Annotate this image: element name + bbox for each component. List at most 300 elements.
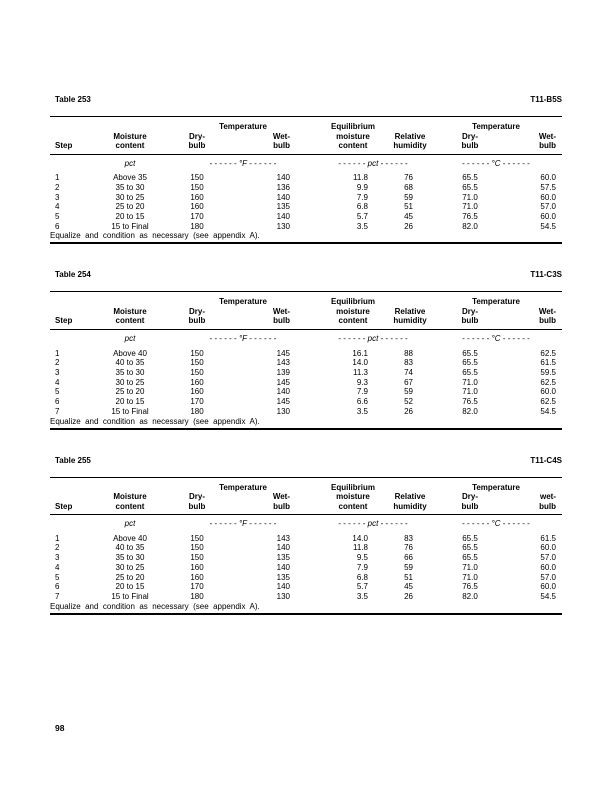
units-empty xyxy=(50,515,90,534)
cell-step: 6 xyxy=(55,582,60,592)
cell-wet-bulb-c: 62.5 xyxy=(540,377,556,387)
dashes: - - - - - - xyxy=(209,333,237,343)
unit-celsius: °C xyxy=(491,158,501,168)
header-line: Wet- xyxy=(538,306,556,316)
cell-equilibrium-moisture-content: 3.5 xyxy=(356,221,368,231)
cell-wet-bulb-c: 60.0 xyxy=(540,192,556,202)
cell-equilibrium-moisture-content: 11.8 xyxy=(353,543,368,553)
equalize-note: Equalize and condition as necessary (see appendix A). xyxy=(50,231,562,243)
cell-wet-bulb-c: 54.5 xyxy=(540,406,556,416)
table-row xyxy=(50,407,562,417)
header-line: content xyxy=(338,316,368,326)
header-line: bulb xyxy=(188,316,206,326)
col-header-relative-humidity xyxy=(390,117,430,155)
table-row xyxy=(50,543,562,553)
header-line: humidity xyxy=(393,141,427,150)
units-temp-c xyxy=(430,329,562,348)
col-header-step: Step xyxy=(55,141,73,150)
cell-dry-bulb-c: 71.0 xyxy=(462,572,478,582)
table-title-row xyxy=(50,95,562,105)
col-header-dry-bulb-f xyxy=(170,492,224,515)
col-header-temperature-c: Temperature xyxy=(472,122,520,131)
units-row xyxy=(50,515,562,534)
header-line: Dry- xyxy=(188,306,205,316)
cell-wet-bulb-f: 140 xyxy=(276,173,290,183)
table-title: Table 254 xyxy=(55,270,91,280)
unit-pct: pct xyxy=(124,158,136,168)
header-line: Dry- xyxy=(461,492,478,502)
header-line: Dry- xyxy=(461,306,478,316)
units-temp-f xyxy=(170,329,316,348)
cell-wet-bulb-c: 60.0 xyxy=(540,387,556,397)
units-empty xyxy=(50,154,90,173)
cell-wet-bulb-f: 140 xyxy=(276,192,290,202)
header-line: Dry- xyxy=(188,492,205,502)
cell-dry-bulb-f: 160 xyxy=(190,387,204,397)
cell-dry-bulb-c: 65.5 xyxy=(462,553,478,563)
cell-wet-bulb-c: 57.0 xyxy=(540,553,556,563)
cell-wet-bulb-c: 60.0 xyxy=(540,212,556,222)
cell-equilibrium-moisture-content: 6.6 xyxy=(356,397,368,407)
cell-step: 5 xyxy=(55,212,60,222)
dashes: - - - - - - xyxy=(502,333,530,343)
cell-wet-bulb-c: 62.5 xyxy=(540,397,556,407)
cell-dry-bulb-f: 160 xyxy=(190,202,204,212)
header-line: Equilibrium xyxy=(331,482,375,492)
cell-wet-bulb-f: 145 xyxy=(276,377,290,387)
col-header-relative-humidity xyxy=(390,292,430,330)
cell-moisture-content: 25 to 20 xyxy=(115,202,145,212)
cell-moisture-content: 30 to 25 xyxy=(115,377,145,387)
cell-moisture-content: 35 to 30 xyxy=(115,368,145,378)
cell-wet-bulb-f: 135 xyxy=(276,202,290,212)
units-row xyxy=(50,329,562,348)
header-line: Moisture xyxy=(113,306,147,316)
cell-wet-bulb-f: 145 xyxy=(276,397,290,407)
table-row xyxy=(50,368,562,378)
cell-wet-bulb-f: 135 xyxy=(276,553,290,563)
unit-pct: pct xyxy=(124,519,136,529)
cell-relative-humidity: 59 xyxy=(404,562,413,572)
cell-dry-bulb-f: 170 xyxy=(190,212,204,222)
cell-dry-bulb-c: 65.5 xyxy=(462,173,478,183)
unit-celsius: °C xyxy=(491,333,501,343)
table-code: T11-B5S xyxy=(530,95,562,104)
unit-pct: pct xyxy=(367,158,379,168)
header-line: content xyxy=(338,501,368,511)
table-255 xyxy=(50,456,562,615)
header-line: Wet- xyxy=(538,131,556,141)
table-row xyxy=(50,397,562,407)
col-header-step: Step xyxy=(55,501,73,511)
header-line: Relative xyxy=(394,131,426,141)
cell-wet-bulb-c: 62.5 xyxy=(540,348,556,358)
equalize-note: Equalize and condition as necessary (see appendix A). xyxy=(50,602,562,614)
cell-dry-bulb-f: 150 xyxy=(190,348,204,358)
header-line: bulb xyxy=(461,316,479,326)
drying-schedule-table xyxy=(50,116,562,244)
cell-equilibrium-moisture-content: 7.9 xyxy=(356,192,368,202)
cell-step: 7 xyxy=(55,591,60,601)
col-header-wet-bulb-f xyxy=(224,492,316,515)
col-header-temperature-c: Temperature xyxy=(472,482,520,492)
cell-dry-bulb-c: 65.5 xyxy=(462,348,478,358)
cell-dry-bulb-c: 71.0 xyxy=(462,192,478,202)
cell-relative-humidity: 51 xyxy=(404,202,413,212)
dashes: - - - - - - xyxy=(209,519,237,529)
cell-moisture-content: 25 to 20 xyxy=(115,387,145,397)
header-line: bulb xyxy=(188,501,206,511)
cell-equilibrium-moisture-content: 5.7 xyxy=(356,212,368,222)
cell-dry-bulb-c: 65.5 xyxy=(462,533,478,543)
cell-step: 3 xyxy=(55,192,60,202)
dashes: - - - - - - xyxy=(338,158,366,168)
dashes: - - - - - - xyxy=(249,158,277,168)
cell-relative-humidity: 88 xyxy=(404,348,413,358)
col-header-moisture-content xyxy=(90,292,170,330)
cell-equilibrium-moisture-content: 7.9 xyxy=(356,562,368,572)
cell-moisture-content: 15 to Final xyxy=(111,221,149,231)
table-row xyxy=(50,358,562,368)
cell-wet-bulb-f: 140 xyxy=(276,582,290,592)
cell-equilibrium-moisture-content: 11.3 xyxy=(353,368,368,378)
col-header-equilibrium-moisture-content xyxy=(316,292,390,330)
col-header-dry-bulb-c xyxy=(430,132,510,155)
units-row xyxy=(50,154,562,173)
cell-dry-bulb-f: 160 xyxy=(190,377,204,387)
cell-step: 5 xyxy=(55,572,60,582)
dashes: - - - - - - xyxy=(249,519,277,529)
cell-step: 4 xyxy=(55,202,60,212)
col-header-wet-bulb-f xyxy=(224,307,316,330)
cell-dry-bulb-f: 150 xyxy=(190,182,204,192)
table-row xyxy=(50,212,562,222)
table-row xyxy=(50,202,562,212)
cell-wet-bulb-c: 60.0 xyxy=(540,582,556,592)
header-line: bulb xyxy=(539,316,556,326)
cell-relative-humidity: 76 xyxy=(404,543,413,553)
unit-celsius: °C xyxy=(491,519,501,529)
col-header-wet-bulb-f xyxy=(224,132,316,155)
header-line: Wet- xyxy=(272,306,290,316)
header-line: Wet- xyxy=(272,131,290,141)
cell-wet-bulb-c: 54.5 xyxy=(540,591,556,601)
units-moisture xyxy=(90,154,170,173)
cell-dry-bulb-f: 150 xyxy=(190,543,204,553)
header-line: Relative xyxy=(394,306,426,316)
cell-wet-bulb-f: 140 xyxy=(276,562,290,572)
page-number: 98 xyxy=(55,723,65,733)
note-row xyxy=(50,231,562,243)
cell-step: 3 xyxy=(55,368,60,378)
cell-wet-bulb-f: 139 xyxy=(276,368,290,378)
unit-fahrenheit: °F xyxy=(238,333,248,343)
header-line: Moisture xyxy=(113,492,147,502)
cell-wet-bulb-c: 61.5 xyxy=(540,533,556,543)
header-line: Moisture xyxy=(113,131,147,141)
cell-wet-bulb-f: 143 xyxy=(276,533,290,543)
cell-equilibrium-moisture-content: 9.9 xyxy=(356,182,368,192)
header-line: Equilibrium xyxy=(331,122,375,131)
table-row xyxy=(50,378,562,388)
header-line: humidity xyxy=(393,501,427,511)
cell-relative-humidity: 59 xyxy=(404,387,413,397)
unit-fahrenheit: °F xyxy=(238,158,248,168)
cell-wet-bulb-f: 130 xyxy=(276,406,290,416)
header-line: moisture xyxy=(336,131,370,141)
cell-moisture-content: 20 to 15 xyxy=(115,397,145,407)
cell-wet-bulb-c: 57.0 xyxy=(540,572,556,582)
equalize-note: Equalize and condition as necessary (see appendix A). xyxy=(50,417,562,429)
table-code: T11-C4S xyxy=(530,455,562,465)
table-row xyxy=(50,173,562,183)
cell-step: 3 xyxy=(55,553,60,563)
header-line: bulb xyxy=(539,141,556,150)
cell-moisture-content: 40 to 35 xyxy=(115,358,145,368)
cell-dry-bulb-f: 170 xyxy=(190,582,204,592)
cell-wet-bulb-c: 59.5 xyxy=(540,368,556,378)
cell-wet-bulb-c: 60.0 xyxy=(540,173,556,183)
cell-wet-bulb-f: 143 xyxy=(276,358,290,368)
cell-relative-humidity: 26 xyxy=(404,406,413,416)
cell-dry-bulb-c: 82.0 xyxy=(462,406,478,416)
cell-moisture-content: 15 to Final xyxy=(111,406,149,416)
header-line: Equilibrium xyxy=(331,297,375,307)
header-line: humidity xyxy=(393,316,427,326)
cell-relative-humidity: 74 xyxy=(404,368,413,378)
cell-relative-humidity: 67 xyxy=(404,377,413,387)
dashes: - - - - - - xyxy=(380,519,408,529)
dashes: - - - - - - xyxy=(209,158,237,168)
col-header-dry-bulb-c xyxy=(430,492,510,515)
cell-relative-humidity: 68 xyxy=(404,182,413,192)
cell-equilibrium-moisture-content: 9.5 xyxy=(356,553,368,563)
cell-step: 7 xyxy=(55,406,60,416)
cell-equilibrium-moisture-content: 5.7 xyxy=(356,582,368,592)
drying-schedule-table xyxy=(50,291,562,429)
drying-schedule-table xyxy=(50,477,562,615)
units-moisture xyxy=(90,329,170,348)
cell-moisture-content: Above 40 xyxy=(113,533,147,543)
col-header-dry-bulb-f xyxy=(170,307,224,330)
cell-dry-bulb-f: 150 xyxy=(190,368,204,378)
cell-wet-bulb-c: 60.0 xyxy=(540,543,556,553)
cell-dry-bulb-f: 160 xyxy=(190,192,204,202)
cell-equilibrium-moisture-content: 6.8 xyxy=(356,202,368,212)
cell-step: 4 xyxy=(55,562,60,572)
dashes: - - - - - - xyxy=(502,158,530,168)
col-header-temperature-c: Temperature xyxy=(472,297,520,307)
cell-wet-bulb-f: 136 xyxy=(276,182,290,192)
unit-pct: pct xyxy=(367,333,379,343)
cell-moisture-content: 35 to 30 xyxy=(115,182,145,192)
cell-wet-bulb-c: 54.5 xyxy=(540,221,556,231)
cell-dry-bulb-c: 71.0 xyxy=(462,377,478,387)
table-row xyxy=(50,534,562,544)
cell-wet-bulb-c: 61.5 xyxy=(540,358,556,368)
units-moisture xyxy=(90,515,170,534)
header-line: content xyxy=(338,141,368,150)
table-row xyxy=(50,193,562,203)
units-empty xyxy=(50,329,90,348)
col-header-temperature-f: Temperature xyxy=(219,122,267,131)
cell-wet-bulb-f: 140 xyxy=(276,543,290,553)
units-temp-c xyxy=(430,154,562,173)
units-temp-f xyxy=(170,515,316,534)
table-253 xyxy=(50,95,562,244)
table-254 xyxy=(50,270,562,429)
cell-equilibrium-moisture-content: 3.5 xyxy=(356,406,368,416)
cell-dry-bulb-f: 180 xyxy=(190,406,204,416)
header-line: bulb xyxy=(461,501,479,511)
col-header-equilibrium-moisture-content xyxy=(316,117,390,155)
cell-dry-bulb-c: 71.0 xyxy=(462,387,478,397)
cell-dry-bulb-f: 180 xyxy=(190,221,204,231)
col-header-wet-bulb-c xyxy=(510,132,562,155)
dashes: - - - - - - xyxy=(502,519,530,529)
cell-dry-bulb-c: 65.5 xyxy=(462,358,478,368)
col-header-wet-bulb-c xyxy=(510,492,562,515)
cell-dry-bulb-c: 82.0 xyxy=(462,591,478,601)
col-header-temperature-f: Temperature xyxy=(219,297,267,307)
cell-equilibrium-moisture-content: 6.8 xyxy=(356,572,368,582)
table-row xyxy=(50,592,562,602)
cell-moisture-content: 30 to 25 xyxy=(115,562,145,572)
header-line: wet- xyxy=(540,492,556,502)
table-title-row xyxy=(50,270,562,280)
col-header-wet-bulb-c xyxy=(510,307,562,330)
units-temp-c xyxy=(430,515,562,534)
cell-moisture-content: 15 to Final xyxy=(111,591,149,601)
unit-fahrenheit: °F xyxy=(238,519,248,529)
note-row xyxy=(50,602,562,614)
dashes: - - - - - - xyxy=(249,333,277,343)
cell-equilibrium-moisture-content: 7.9 xyxy=(356,387,368,397)
cell-wet-bulb-f: 130 xyxy=(276,591,290,601)
cell-step: 4 xyxy=(55,377,60,387)
cell-wet-bulb-f: 135 xyxy=(276,572,290,582)
table-row xyxy=(50,183,562,193)
table-code: T11-C3S xyxy=(530,270,562,280)
cell-equilibrium-moisture-content: 9.3 xyxy=(356,377,368,387)
cell-wet-bulb-c: 57.5 xyxy=(540,182,556,192)
cell-moisture-content: Above 35 xyxy=(113,173,147,183)
cell-step: 2 xyxy=(55,358,60,368)
units-emc-rh xyxy=(316,329,430,348)
cell-dry-bulb-f: 150 xyxy=(190,553,204,563)
table-row xyxy=(50,349,562,359)
cell-step: 2 xyxy=(55,182,60,192)
cell-step: 6 xyxy=(55,221,60,231)
dashes: - - - - - - xyxy=(462,333,490,343)
header-line: bulb xyxy=(273,141,290,150)
cell-dry-bulb-c: 65.5 xyxy=(462,368,478,378)
header-line: Wet- xyxy=(272,492,290,502)
header-line: moisture xyxy=(336,306,370,316)
cell-moisture-content: 20 to 15 xyxy=(115,212,145,222)
table-title: Table 255 xyxy=(55,455,91,465)
cell-step: 6 xyxy=(55,397,60,407)
cell-dry-bulb-c: 65.5 xyxy=(462,543,478,553)
cell-dry-bulb-c: 76.5 xyxy=(462,397,478,407)
cell-wet-bulb-f: 140 xyxy=(276,387,290,397)
header-line: Relative xyxy=(394,492,426,502)
unit-pct: pct xyxy=(124,333,136,343)
table-row xyxy=(50,222,562,232)
table-row xyxy=(50,582,562,592)
col-header-moisture-content xyxy=(90,477,170,515)
header-line: content xyxy=(115,501,145,511)
cell-relative-humidity: 26 xyxy=(404,591,413,601)
table-row xyxy=(50,553,562,563)
cell-dry-bulb-f: 170 xyxy=(190,397,204,407)
units-emc-rh xyxy=(316,515,430,534)
cell-moisture-content: 25 to 20 xyxy=(115,572,145,582)
cell-dry-bulb-c: 71.0 xyxy=(462,202,478,212)
cell-dry-bulb-f: 160 xyxy=(190,572,204,582)
cell-relative-humidity: 26 xyxy=(404,221,413,231)
cell-relative-humidity: 83 xyxy=(404,533,413,543)
cell-dry-bulb-c: 76.5 xyxy=(462,582,478,592)
cell-equilibrium-moisture-content: 14.0 xyxy=(352,358,368,368)
col-header-dry-bulb-f xyxy=(170,132,224,155)
header-line: Dry- xyxy=(188,131,205,141)
cell-dry-bulb-f: 150 xyxy=(190,358,204,368)
col-header-moisture-content xyxy=(90,117,170,155)
cell-step: 1 xyxy=(55,533,60,543)
cell-dry-bulb-c: 76.5 xyxy=(462,212,478,222)
col-header-relative-humidity xyxy=(390,477,430,515)
cell-dry-bulb-f: 150 xyxy=(190,173,204,183)
cell-wet-bulb-f: 130 xyxy=(276,221,290,231)
dashes: - - - - - - xyxy=(462,158,490,168)
header-line: bulb xyxy=(273,316,290,326)
unit-pct: pct xyxy=(367,519,379,529)
col-header-equilibrium-moisture-content xyxy=(316,477,390,515)
cell-relative-humidity: 76 xyxy=(404,173,413,183)
col-header-dry-bulb-c xyxy=(430,307,510,330)
dashes: - - - - - - xyxy=(338,519,366,529)
header-line: bulb xyxy=(461,141,479,150)
header-line: Dry- xyxy=(461,131,478,141)
cell-wet-bulb-f: 140 xyxy=(276,212,290,222)
cell-wet-bulb-c: 60.0 xyxy=(540,562,556,572)
cell-dry-bulb-f: 160 xyxy=(190,562,204,572)
cell-moisture-content: 30 to 25 xyxy=(115,192,145,202)
cell-equilibrium-moisture-content: 16.1 xyxy=(352,348,368,358)
header-line: content xyxy=(115,316,145,326)
cell-dry-bulb-f: 150 xyxy=(190,533,204,543)
table-title-row xyxy=(50,456,562,466)
cell-wet-bulb-c: 57.0 xyxy=(540,202,556,212)
cell-wet-bulb-f: 145 xyxy=(276,348,290,358)
cell-dry-bulb-c: 82.0 xyxy=(462,221,478,231)
table-row xyxy=(50,563,562,573)
cell-relative-humidity: 51 xyxy=(404,572,413,582)
cell-relative-humidity: 45 xyxy=(404,582,413,592)
table-title: Table 253 xyxy=(55,95,91,104)
table-row xyxy=(50,573,562,583)
header-line: content xyxy=(115,141,145,150)
units-emc-rh xyxy=(316,154,430,173)
dashes: - - - - - - xyxy=(462,519,490,529)
note-row xyxy=(50,417,562,429)
dashes: - - - - - - xyxy=(380,333,408,343)
cell-relative-humidity: 52 xyxy=(404,397,413,407)
dashes: - - - - - - xyxy=(338,333,366,343)
cell-relative-humidity: 59 xyxy=(404,192,413,202)
header-line: moisture xyxy=(336,492,370,502)
